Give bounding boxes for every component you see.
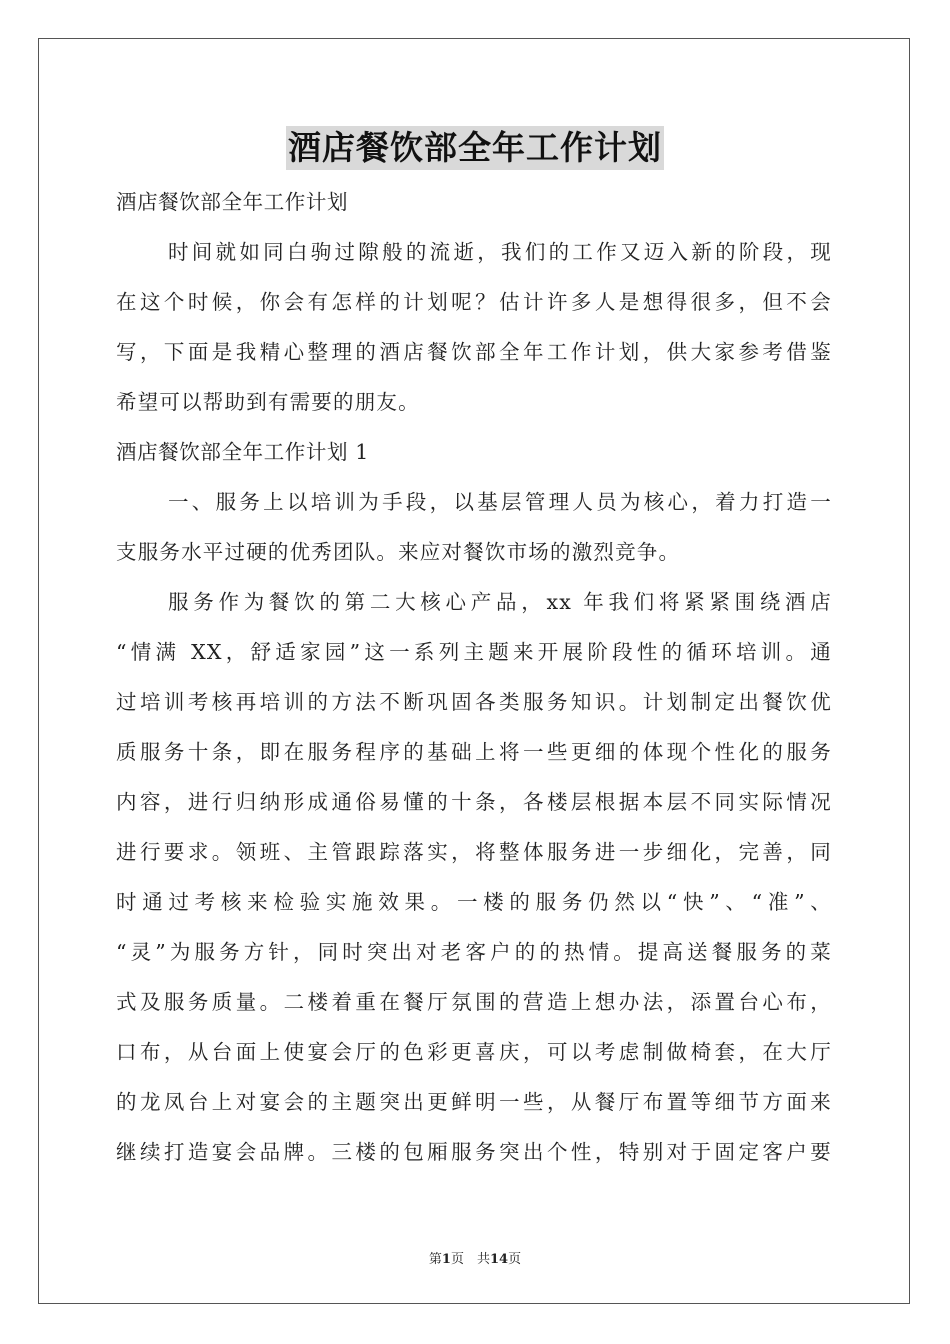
paragraph-line: 质服务十条，即在服务程序的基础上将一些更细的体现个性化的服务 <box>116 740 832 764</box>
paragraph-line: 一、服务上以培训为手段，以基层管理人员为核心，着力打造一 <box>168 490 832 514</box>
paragraph-line: 服务作为餐饮的第二大核心产品，xx 年我们将紧紧围绕酒店 <box>168 590 832 614</box>
footer-mid: 页 共 <box>450 1252 490 1267</box>
paragraph-line: 的龙凤台上对宴会的主题突出更鲜明一些，从餐厅布置等细节方面来 <box>116 1090 832 1114</box>
paragraph-line: 式及服务质量。二楼着重在餐厅氛围的营造上想办法，添置台心布， <box>116 990 832 1014</box>
document-body <box>116 177 832 1177</box>
paragraph-line: 进行要求。领班、主管跟踪落实，将整体服务进一步细化，完善，同 <box>116 840 832 864</box>
paragraph-line: 支服务水平过硬的优秀团队。来应对餐饮市场的激烈竞争。 <box>116 540 681 564</box>
footer-page-total: 14 <box>489 1252 509 1267</box>
paragraph-line: “灵”为服务方针，同时突出对老客户的的热情。提高送餐服务的菜 <box>116 940 832 964</box>
paragraph-line: 时间就如同白驹过隙般的流逝，我们的工作又迈入新的阶段，现 <box>168 240 832 264</box>
paragraph-line: 在这个时候，你会有怎样的计划呢？估计许多人是想得很多，但不会 <box>116 290 832 314</box>
footer-suffix: 页 <box>508 1252 522 1267</box>
footer-prefix: 第 <box>428 1252 442 1267</box>
paragraph-line: 写，下面是我精心整理的酒店餐饮部全年工作计划，供大家参考借鉴 <box>116 340 832 364</box>
paragraph-line: 口布，从台面上使宴会厅的色彩更喜庆，可以考虑制做椅套，在大厅 <box>116 1040 832 1064</box>
title-wrap <box>0 126 950 170</box>
document-title: 酒店餐饮部全年工作计划 <box>286 126 664 170</box>
paragraph-line: 内容，进行归纳形成通俗易懂的十条，各楼层根据本层不同实际情况 <box>116 790 832 814</box>
paragraph-line: 过培训考核再培训的方法不断巩固各类服务知识。计划制定出餐饮优 <box>116 690 832 714</box>
section-heading: 酒店餐饮部全年工作计划 1 <box>116 440 369 464</box>
paragraph-line: 继续打造宴会品牌。三楼的包厢服务突出个性，特别对于固定客户要 <box>116 1140 832 1164</box>
paragraph-line: 时通过考核来检验实施效果。一楼的服务仍然以“快”、“准”、 <box>116 890 832 914</box>
paragraph-line: “情满 XX，舒适家园”这一系列主题来开展阶段性的循环培训。通 <box>116 640 832 664</box>
paragraph-line: 希望可以帮助到有需要的朋友。 <box>116 390 420 414</box>
footer-page-number: 1 <box>441 1252 451 1267</box>
page-footer <box>0 1248 950 1267</box>
subtitle-line: 酒店餐饮部全年工作计划 <box>116 190 349 214</box>
